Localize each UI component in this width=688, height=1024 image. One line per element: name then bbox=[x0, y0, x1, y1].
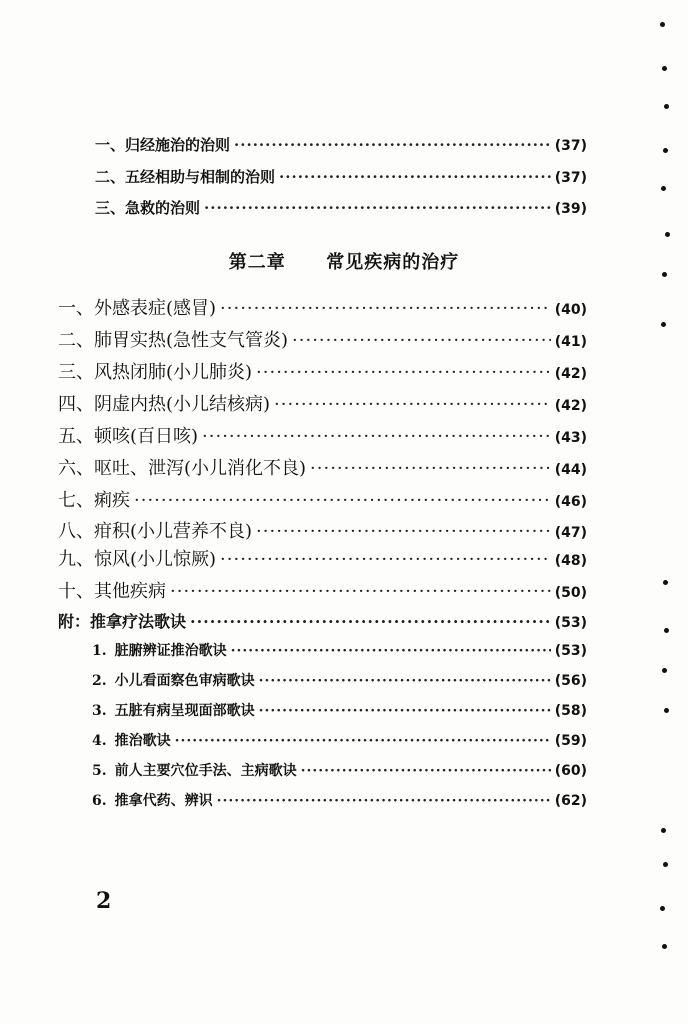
dot-leader bbox=[301, 763, 551, 779]
entry-page: (48) bbox=[554, 553, 587, 569]
toc-subentry bbox=[92, 700, 587, 720]
scan-speck bbox=[664, 104, 669, 109]
dot-leader bbox=[204, 199, 551, 217]
dot-leader bbox=[274, 394, 551, 415]
dot-leader bbox=[202, 426, 551, 447]
toc-entry bbox=[95, 134, 587, 155]
entry-page: (39) bbox=[554, 201, 587, 217]
dot-leader bbox=[231, 643, 551, 659]
dot-leader bbox=[220, 549, 551, 570]
scan-speck bbox=[662, 668, 667, 673]
dot-leader bbox=[310, 458, 551, 479]
toc-entry bbox=[95, 166, 587, 187]
entry-title: 外感表症(感冒) bbox=[94, 298, 217, 319]
entry-page: (37) bbox=[554, 138, 587, 154]
entry-number: 六、 bbox=[58, 458, 94, 479]
scan-speck bbox=[664, 708, 669, 713]
toc-entry bbox=[58, 390, 587, 416]
scan-speck bbox=[660, 906, 665, 911]
scan-speck bbox=[661, 186, 666, 191]
entry-number: 三、 bbox=[95, 199, 126, 217]
dot-leader bbox=[217, 793, 551, 809]
toc-entry bbox=[58, 486, 587, 512]
entry-number: 一、 bbox=[58, 298, 94, 319]
entry-page: (53) bbox=[554, 643, 587, 659]
entry-number: 5. bbox=[92, 763, 107, 779]
scan-speck bbox=[660, 22, 665, 27]
toc-subentry bbox=[92, 760, 587, 780]
entry-title: 前人主要穴位手法、主病歌诀 bbox=[114, 763, 297, 779]
appendix-label: 附： bbox=[58, 612, 91, 631]
entry-page: (53) bbox=[554, 615, 587, 631]
entry-title: 痢疾 bbox=[94, 490, 130, 511]
toc-entry bbox=[58, 422, 587, 448]
scan-speck bbox=[662, 272, 667, 277]
entry-title: 急救的治则 bbox=[125, 199, 201, 217]
dot-leader bbox=[279, 168, 551, 186]
entry-page: (50) bbox=[554, 585, 587, 601]
dot-leader bbox=[170, 581, 551, 602]
scan-speck bbox=[663, 148, 668, 153]
appendix-entry bbox=[58, 609, 587, 632]
toc-entry bbox=[58, 358, 587, 384]
entry-title: 五经相助与相制的治则 bbox=[125, 168, 276, 186]
chapter-heading bbox=[0, 248, 688, 274]
entry-page: (37) bbox=[554, 170, 587, 186]
entry-number: 一、 bbox=[95, 136, 126, 154]
entry-page: (47) bbox=[554, 525, 587, 541]
entry-title: 五脏有病呈现面部歌诀 bbox=[114, 703, 255, 719]
entry-number: 八、 bbox=[58, 521, 94, 542]
entry-title: 惊风(小儿惊厥) bbox=[94, 549, 217, 570]
toc-subentry bbox=[92, 640, 587, 660]
scan-speck bbox=[661, 322, 666, 327]
entry-page: (41) bbox=[554, 334, 587, 350]
entry-title: 呕吐、泄泻(小儿消化不良) bbox=[94, 458, 307, 479]
entry-number: 二、 bbox=[58, 330, 94, 351]
entry-number: 三、 bbox=[58, 362, 94, 383]
chapter-title: 常见疾病的治疗 bbox=[326, 252, 460, 273]
dot-leader bbox=[292, 330, 551, 351]
toc-subentry bbox=[92, 670, 587, 690]
entry-title: 小儿看面察色审病歌诀 bbox=[114, 673, 255, 689]
dot-leader bbox=[256, 362, 551, 383]
entry-number: 二、 bbox=[95, 168, 126, 186]
entry-page: (44) bbox=[554, 462, 587, 478]
entry-number: 七、 bbox=[58, 490, 94, 511]
toc-subentry bbox=[92, 790, 587, 810]
entry-title: 肺胃实热(急性支气管炎) bbox=[94, 330, 289, 351]
entry-title: 顿咳(百日咳) bbox=[94, 426, 199, 447]
toc-entry bbox=[58, 517, 587, 543]
scan-speck bbox=[662, 66, 667, 71]
scan-speck bbox=[663, 580, 668, 585]
entry-page: (60) bbox=[554, 763, 587, 779]
entry-title: 阴虚内热(小儿结核病) bbox=[94, 394, 271, 415]
entry-number: 五、 bbox=[58, 426, 94, 447]
page-number: 2 bbox=[96, 888, 112, 914]
entry-number: 6. bbox=[92, 793, 107, 809]
entry-page: (42) bbox=[554, 398, 587, 414]
dot-leader bbox=[259, 703, 551, 719]
entry-number: 九、 bbox=[58, 549, 94, 570]
entry-page: (56) bbox=[554, 673, 587, 689]
scan-speck bbox=[661, 828, 666, 833]
toc-entry bbox=[58, 294, 587, 320]
toc-subentry bbox=[92, 730, 587, 750]
entry-page: (43) bbox=[554, 430, 587, 446]
entry-number: 3. bbox=[92, 703, 107, 719]
scan-speck bbox=[663, 862, 668, 867]
entry-page: (62) bbox=[554, 793, 587, 809]
dot-leader bbox=[134, 490, 551, 511]
scan-speck bbox=[665, 232, 670, 237]
dot-leader bbox=[175, 733, 551, 749]
entry-title: 推拿代药、辨识 bbox=[114, 793, 213, 809]
toc-entry bbox=[95, 197, 587, 218]
dot-leader bbox=[259, 673, 551, 689]
chapter-label: 第二章 bbox=[228, 252, 286, 273]
scan-speck bbox=[662, 944, 667, 949]
dot-leader bbox=[256, 521, 551, 542]
entry-title: 脏腑辨证推治歌诀 bbox=[114, 643, 227, 659]
entry-title: 归经施治的治则 bbox=[125, 136, 231, 154]
entry-number: 十、 bbox=[58, 581, 94, 602]
entry-title: 其他疾病 bbox=[94, 581, 166, 602]
entry-number: 四、 bbox=[58, 394, 94, 415]
entry-page: (46) bbox=[554, 494, 587, 510]
entry-page: (59) bbox=[554, 733, 587, 749]
toc-entry bbox=[58, 326, 587, 352]
entry-title: 风热闭肺(小儿肺炎) bbox=[94, 362, 253, 383]
entry-number: 1. bbox=[92, 643, 107, 659]
entry-number: 4. bbox=[92, 733, 107, 749]
entry-page: (58) bbox=[554, 703, 587, 719]
toc-entry bbox=[58, 454, 587, 480]
entry-page: (42) bbox=[554, 366, 587, 382]
scan-speck bbox=[664, 628, 669, 633]
entry-number: 2. bbox=[92, 673, 107, 689]
entry-title: 疳积(小儿营养不良) bbox=[94, 521, 253, 542]
appendix-title: 推拿疗法歌诀 bbox=[90, 612, 187, 631]
dot-leader bbox=[190, 612, 551, 631]
dot-leader bbox=[220, 298, 551, 319]
entry-title: 推治歌诀 bbox=[114, 733, 171, 749]
toc-entry bbox=[58, 545, 587, 571]
toc-entry bbox=[58, 577, 587, 603]
dot-leader bbox=[234, 136, 551, 154]
entry-page: (40) bbox=[554, 302, 587, 318]
